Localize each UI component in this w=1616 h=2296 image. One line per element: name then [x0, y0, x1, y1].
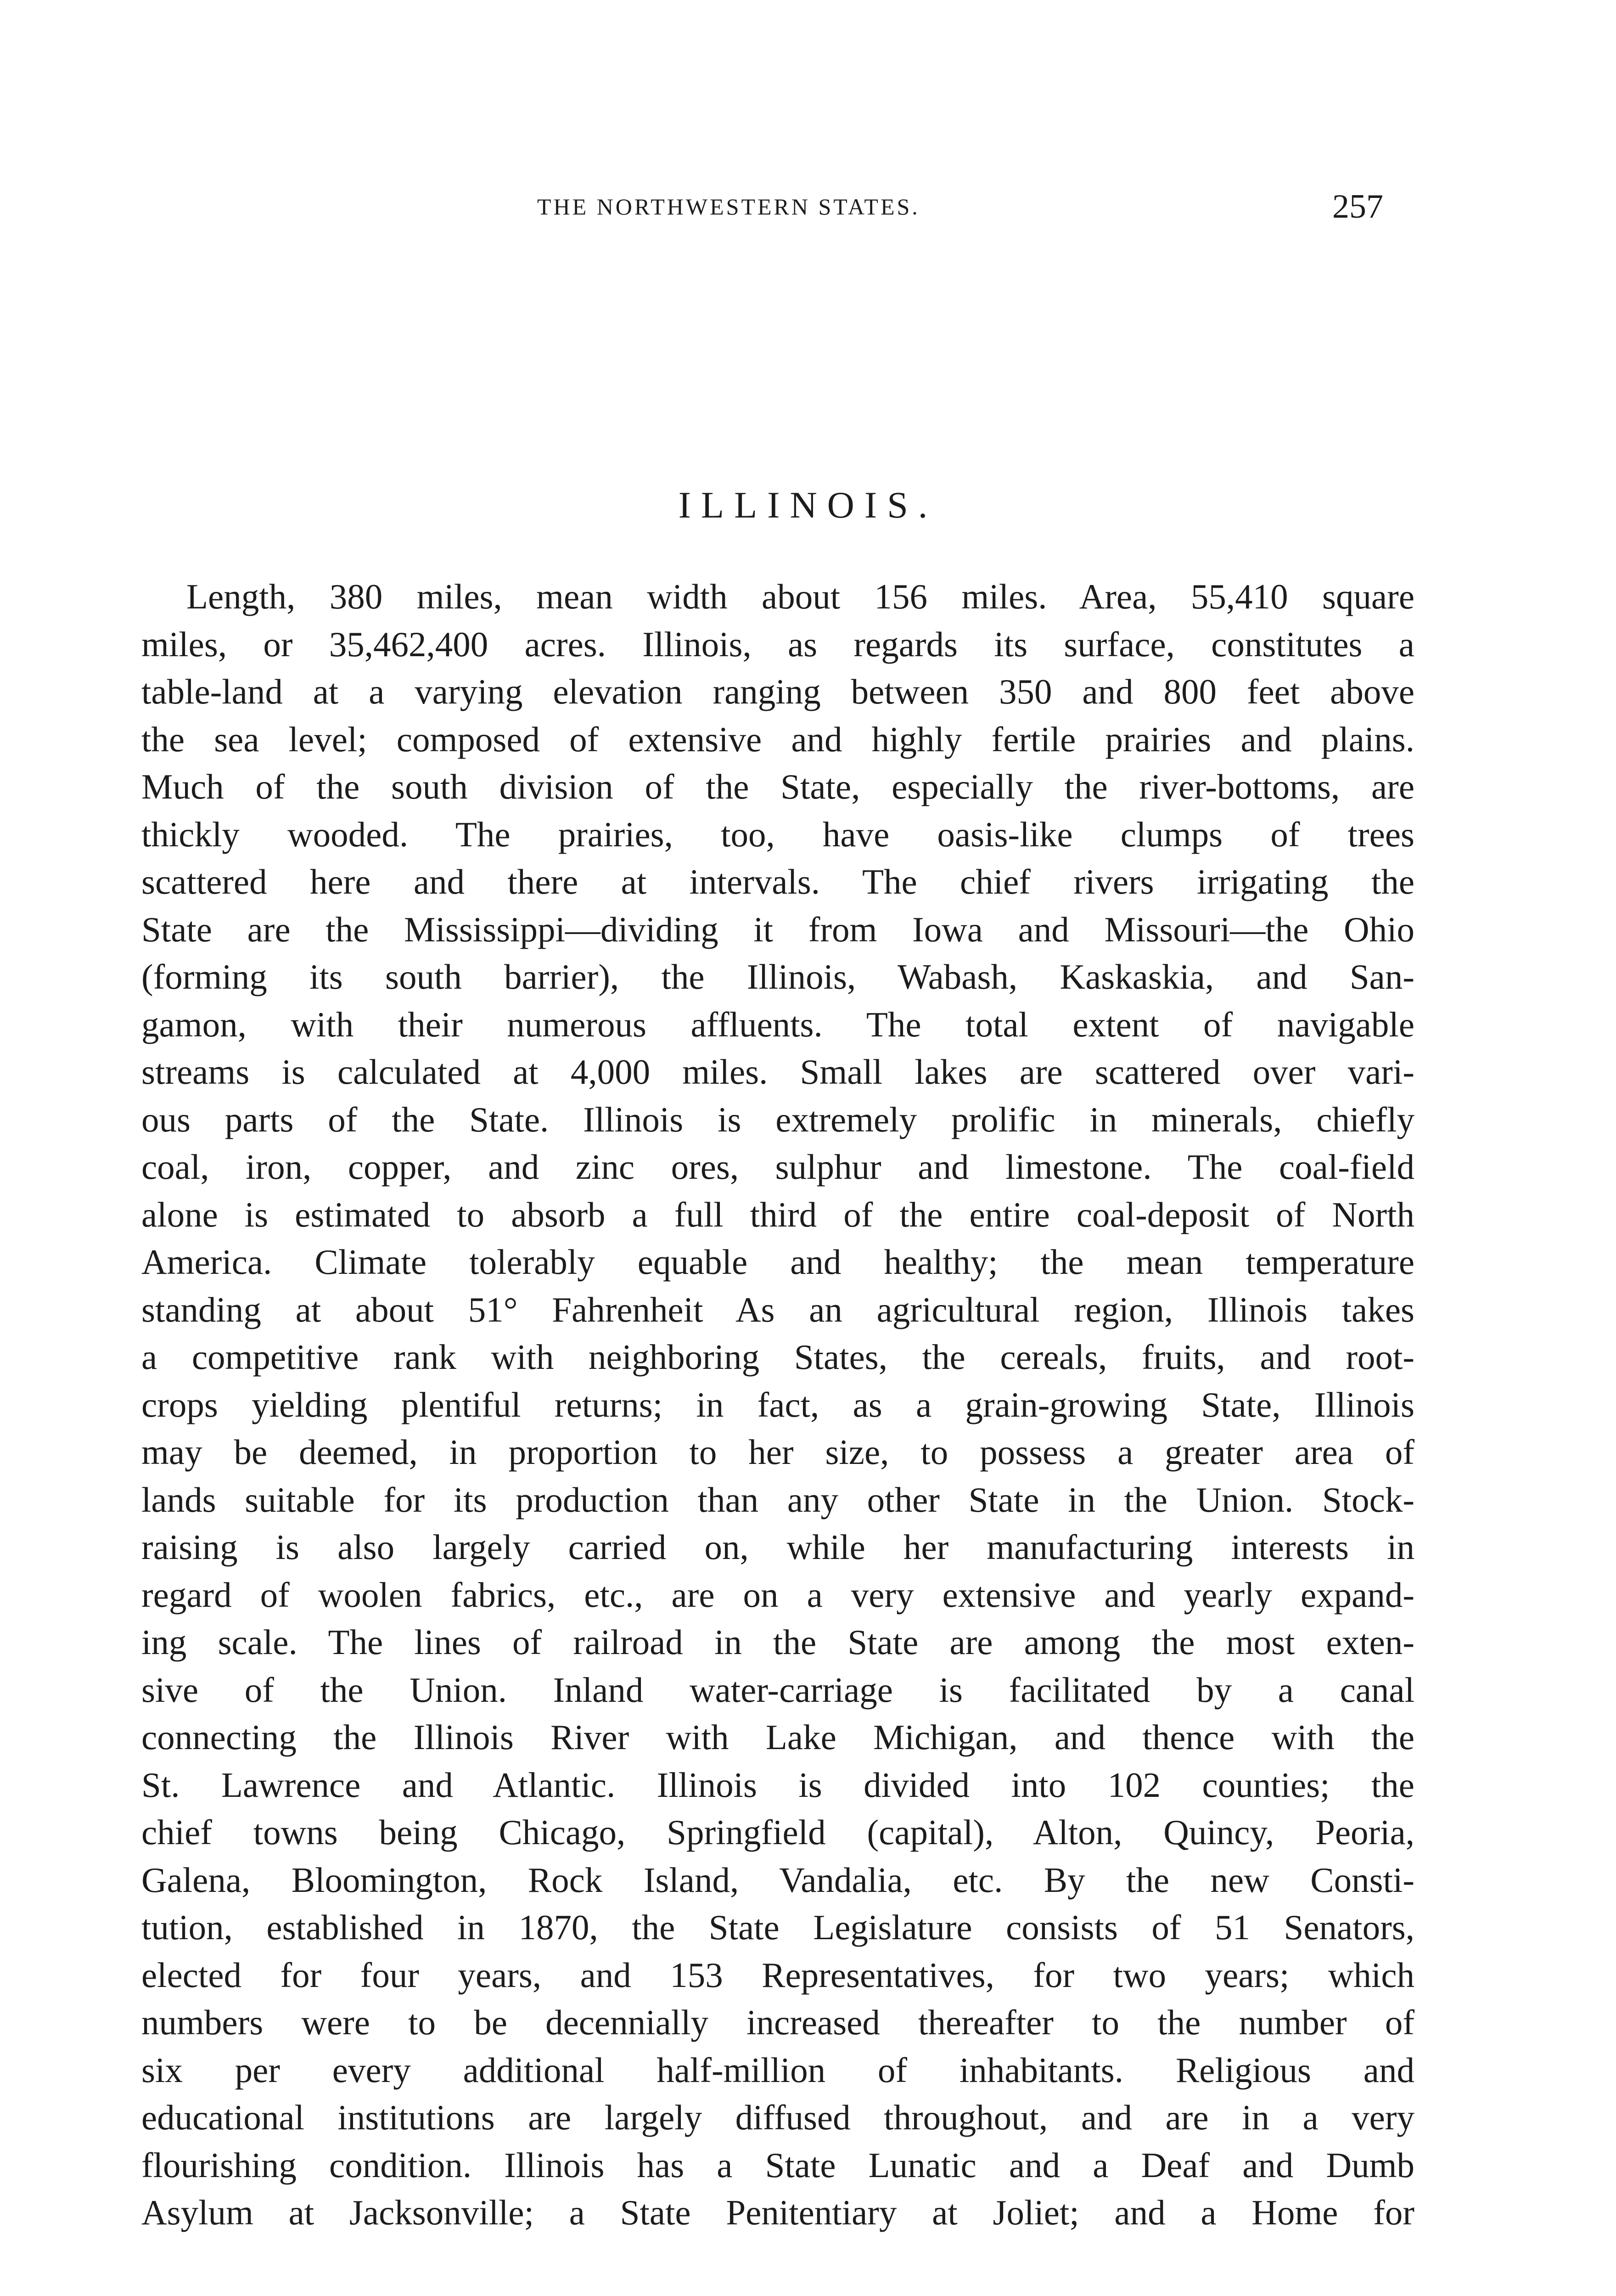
section-title: ILLINOIS. — [678, 484, 938, 526]
text-line: Galena, Bloomington, Rock Island, Vandalia, etc. By the new Consti- — [141, 1860, 1414, 1900]
text-line: crops yielding plentiful returns; in fact, as a grain-growing State, Illinois — [141, 1384, 1414, 1424]
text-line: thickly wooded. The prairies, too, have oasis-like clumps of trees — [141, 814, 1414, 854]
text-line: (forming its south barrier), the Illinois, Wabash, Kaskaskia, and San- — [141, 957, 1414, 996]
text-line: streams is calculated at 4,000 miles. Small lakes are scattered over vari- — [141, 1052, 1414, 1092]
text-line: tution, established in 1870, the State Legislature consists of 51 Senators, — [141, 1908, 1414, 1947]
text-line: miles, or 35,462,400 acres. Illinois, as regards its surface, constitutes a — [141, 624, 1414, 664]
text-line: connecting the Illinois River with Lake Michigan, and thence with the — [141, 1717, 1414, 1757]
text-line: lands suitable for its production than any other State in the Union. Stock- — [141, 1480, 1414, 1519]
text-line: Length, 380 miles, mean width about 156 miles. Area, 55,410 square — [186, 577, 1414, 616]
text-line: America. Climate tolerably equable and healthy; the mean temperature — [141, 1242, 1414, 1282]
text-line: educational institutions are largely diffused throughout, and are in a very — [141, 2098, 1414, 2137]
text-line: raising is also largely carried on, while her manufacturing interests in — [141, 1527, 1414, 1567]
text-line: numbers were to be decennially increased thereafter to the number of — [141, 2003, 1414, 2042]
text-line: the sea level; composed of extensive and highly fertile prairies and plains. — [141, 719, 1414, 759]
text-line: State are the Mississippi—dividing it from Iowa and Missouri—the Ohio — [141, 909, 1414, 949]
page-number: 257 — [1332, 188, 1383, 225]
running-head — [0, 184, 1616, 230]
text-line: alone is estimated to absorb a full third of the entire coal-deposit of North — [141, 1194, 1414, 1234]
text-line: sive of the Union. Inland water-carriage is facilitated by a canal — [141, 1670, 1414, 1710]
text-line: standing at about 51° Fahrenheit As an agricultural region, Illinois takes — [141, 1289, 1414, 1329]
text-line: ing scale. The lines of railroad in the State are among the most exten- — [141, 1622, 1414, 1662]
text-line: may be deemed, in proportion to her size, to possess a greater area of — [141, 1432, 1414, 1472]
text-line: elected for four years, and 153 Representatives, for two years; which — [141, 1955, 1414, 1995]
text-line: St. Lawrence and Atlantic. Illinois is divided into 102 counties; the — [141, 1765, 1414, 1805]
text-line: chief towns being Chicago, Springfield (capital), Alton, Quincy, Peoria, — [141, 1812, 1414, 1852]
body-text — [141, 573, 1414, 2237]
text-line: Asylum at Jacksonville; a State Penitentiary at Joliet; and a Home for — [141, 2193, 1414, 2232]
text-line: Much of the south division of the State, especially the river-bottoms, are — [141, 767, 1414, 806]
text-line: scattered here and there at intervals. The chief rivers irrigating the — [141, 862, 1414, 901]
text-line: coal, iron, copper, and zinc ores, sulphur and limestone. The coal-field — [141, 1147, 1414, 1187]
text-line: table-land at a varying elevation ranging between 350 and 800 feet above — [141, 672, 1414, 711]
text-line: a competitive rank with neighboring States, the cereals, fruits, and root- — [141, 1337, 1414, 1377]
text-line: ous parts of the State. Illinois is extremely prolific in minerals, chiefly — [141, 1099, 1414, 1139]
text-line: gamon, with their numerous affluents. The total extent of navigable — [141, 1004, 1414, 1044]
running-title: THE NORTHWESTERN STATES. — [537, 194, 920, 219]
text-line: flourishing condition. Illinois has a State Lunatic and a Deaf and Dumb — [141, 2145, 1414, 2185]
text-line: six per every additional half-million of inhabitants. Religious and — [141, 2050, 1414, 2090]
text-line: regard of woolen fabrics, etc., are on a very extensive and yearly expand- — [141, 1575, 1414, 1615]
